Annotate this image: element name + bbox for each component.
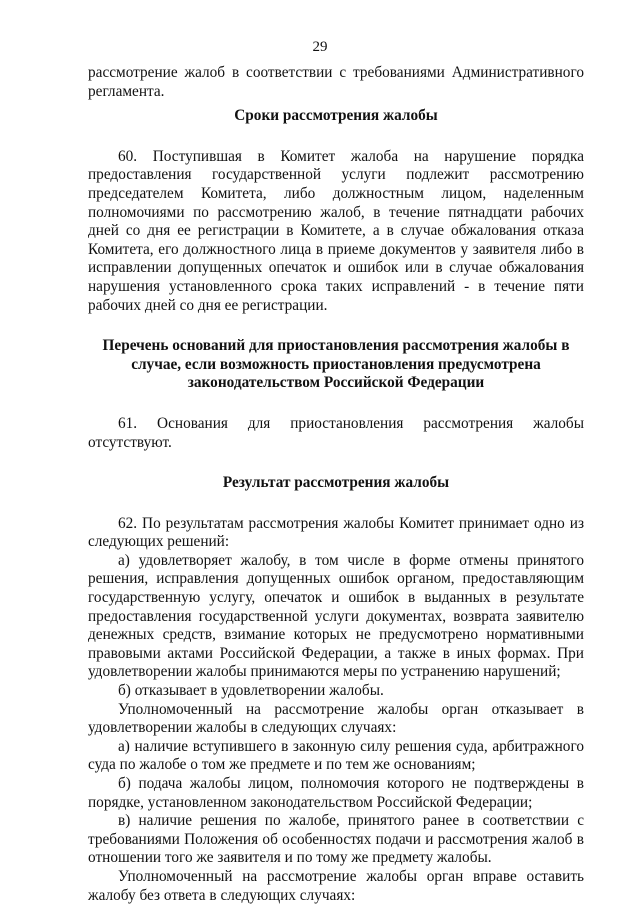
heading-review-result: Результат рассмотрения жалобы [222,474,450,492]
paragraph-refusal-a: а) наличие вступившего в законную силу решения суда, арбитражного суда по жалобе о том же предмете и по тем же основаниям; [88,737,584,774]
paragraph-61: 61. Основания для приостановления рассмотрения жалобы отсутствуют. [88,414,584,451]
paragraph-refusal-b: б) подача жалобы лицом, полномочия которого не подтверждены в порядке, установленном законодательством Российской Федерации; [88,775,584,811]
paragraph-no-answer-cases: Уполномоченный на рассмотрение жалобы орган вправе оставить жалобу без ответа в следующих случаях: [88,867,584,904]
paragraph-62-b: б) отказывает в удовлетворении жалобы. [118,682,384,700]
page-content [88,64,584,905]
heading-suspension-grounds: Перечень оснований для приостановления рассмотрения жалобы в случае, если возможность приостановления предусмотрена законодательством Российской Федерации [102,337,570,392]
paragraph-regulation-end: рассмотрение жалоб в соответствии с требованиями Административного регламента. [88,64,584,100]
heading-review-terms: Сроки рассмотрения жалобы [234,107,438,125]
paragraph-refusal-c: в) наличие решения по жалобе, принятого ранее в соответствии с требованиями Положения об особенностях подачи и рассмотрения жалоб в отношении того же заявителя и по тому же предмету жалобы. [88,812,584,867]
page-number: 29 [312,39,328,55]
paragraph-62: 62. По результатам рассмотрения жалобы Комитет принимает одно из следующих решений: [88,514,584,551]
paragraph-60: 60. Поступившая в Комитет жалоба на нарушение порядка предоставления государственной услуги подлежит рассмотрению председателем Комитета, либо должностным лицом, наделенным полномочиями по рассмотрению жалоб, в течение пятнадцати рабочих дней со дня ее регистрации в Комитете, а в случае обжалования отказа Комитета, его должностного лица в приеме документов у заявителя либо в исправлении допущенных опечаток и ошибок или в случае обжалования нарушения установленного срока таких исправлений - в течение пяти рабочих дней со дня ее регистрации. [88,147,584,314]
paragraph-refusal-cases: Уполномоченный на рассмотрение жалобы орган отказывает в удовлетворении жалобы в следующих случаях: [88,700,584,737]
paragraph-62-a: а) удовлетворяет жалобу, в том числе в форме отмены принятого решения, исправления допущенных ошибок органом, предоставляющим государственную услугу, опечаток и ошибок в выданных в результате предоставления государственной услуги документах, возврата заявителю денежных средств, взимание которых не предусмотрено нормативными правовыми актами Российской Федерации, а также в иных формах. При удовлетворении жалобы принимаются меры по устранению нарушений; [88,551,584,681]
